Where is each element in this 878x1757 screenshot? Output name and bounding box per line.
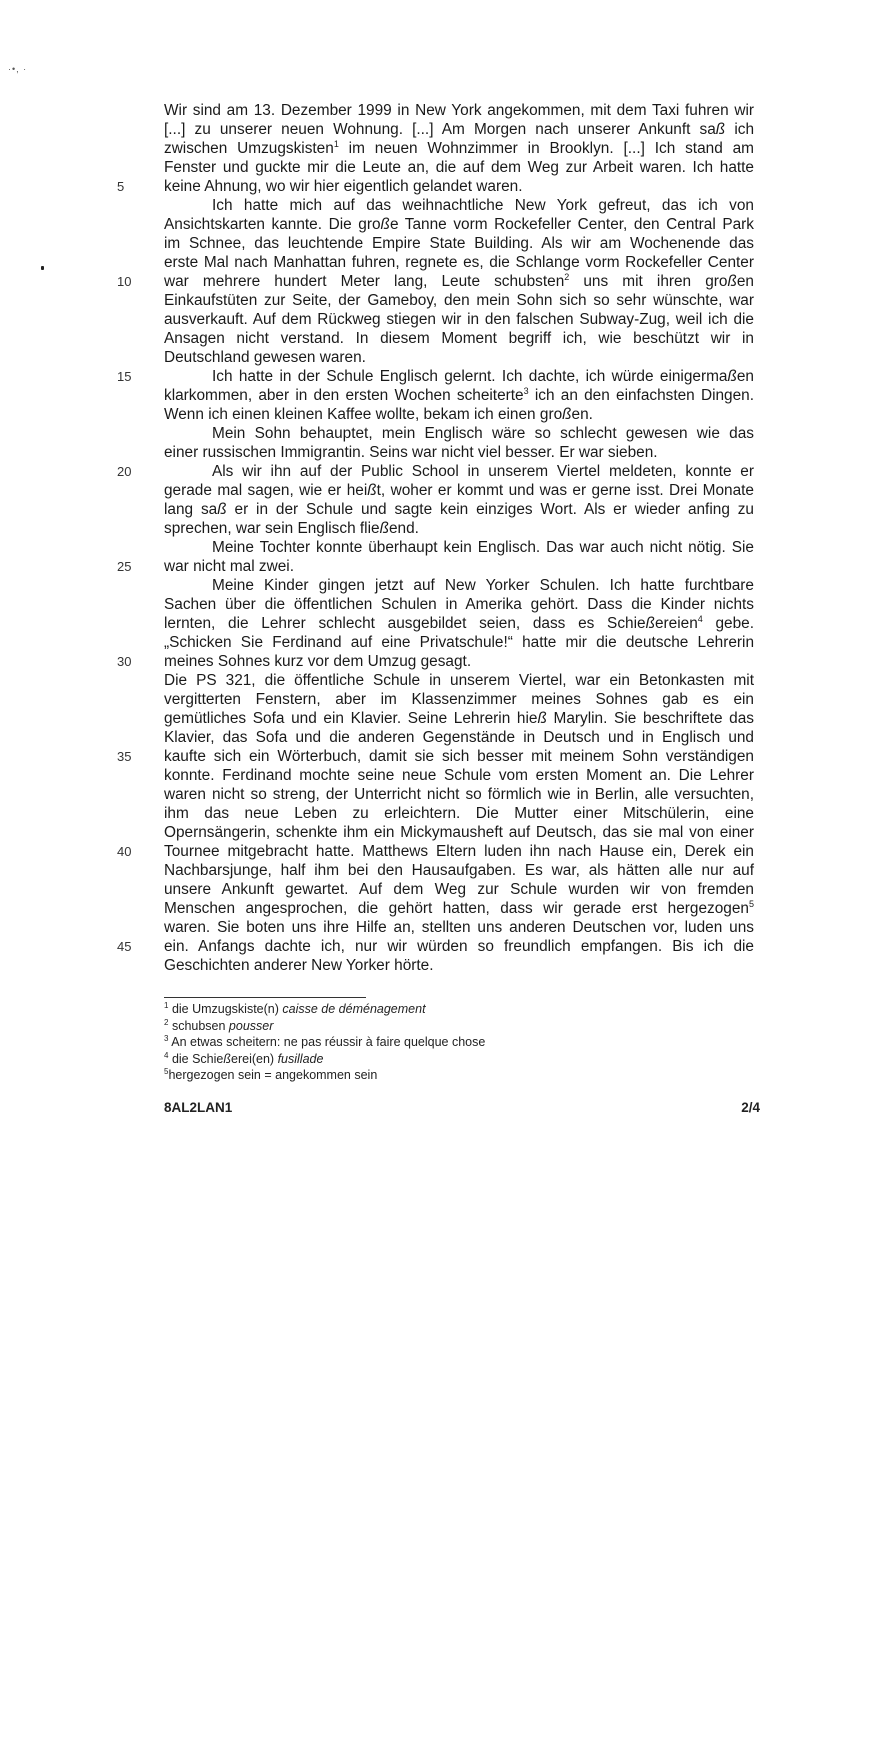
footnote: $^1$ die Umzugskiste(n) caisse de déménagement (164, 1001, 426, 1016)
line-number: 5 (117, 179, 125, 194)
text-line: Klavier, das Sofa und die anderen Gegenstände in Deutsch und in Englisch und (164, 729, 754, 746)
line-number: 15 (117, 369, 132, 384)
text-line: ausverkauft. Auf dem Rückweg stiegen wir in den falschen Subway-Zug, weil ich die (164, 311, 754, 328)
text-line: konnte. Ferdinand mochte seine neue Schule vom ersten Moment an. Die Lehrer (164, 767, 754, 784)
footnote-ref: 1 (333, 139, 339, 149)
text-line: Opernsängerin, schenkte ihm ein Mickymausheft auf Deutsch, das sie mal von einer (164, 824, 754, 841)
text-line: einer russischen Immigrantin. Seins war nicht viel besser. Er war sieben. (164, 444, 658, 461)
text-line: 15 Ich hatte in der Schule Englisch gelernt. Ich dachte, ich würde einigermaßen (117, 368, 754, 385)
text-line: Meine Tochter konnte überhaupt kein Englisch. Das war auch nicht nötig. Sie (212, 539, 754, 556)
text-line: 5 keine Ahnung, wo wir hier eigentlich gelandet waren. (117, 178, 523, 195)
text-line: Ansichtskarten kannte. Die große Tanne vorm Rockefeller Center, den Central Park (164, 216, 755, 233)
text-line: waren nicht so streng, der Unterricht nicht so förmlich wie in Berlin, alle versuchten, (164, 786, 754, 803)
article-text (117, 101, 755, 975)
line-number: 25 (117, 559, 132, 574)
text-line: lernten, die Lehrer schlecht ausgebildet seien, dass es Schießereien$^4$ gebe. (164, 614, 755, 632)
text-line: Geschichten anderer New Yorker hörte. (164, 957, 434, 974)
footnote: $^2$ schubsen pousser (164, 1017, 274, 1033)
text-line: [...] zu unserer neuen Wohnung. [...] Am Morgen nach unserer Ankunft saß ich (164, 121, 754, 138)
footnote-ref: 5 (748, 899, 754, 909)
line-number: 35 (117, 749, 132, 764)
footnote-ref: 4 (697, 614, 703, 624)
line-number: 45 (117, 939, 132, 954)
text-line: 30 meines Sohnes kurz vor dem Umzug gesagt. (117, 653, 472, 670)
text-line: unsere Ankunft gewartet. Auf dem Weg zur Schule wurden wir von fremden (164, 881, 754, 898)
text-line: 10 war mehrere hundert Meter lang, Leute schubsten$^2$ uns mit ihren großen (117, 272, 754, 290)
text-line: Sachen über die öffentlichen Schulen in Amerika gehört. Dass die Kinder nichts (164, 596, 754, 613)
text-line: Fenster und guckte mir die Leute an, die auf dem Weg zur Arbeit waren. Ich hatte (164, 159, 754, 176)
text-line: 20 Als wir ihn auf der Public School in unserem Viertel meldeten, konnte er (117, 463, 754, 480)
footnote: $^3$ An etwas scheitern: ne pas réussir à faire quelque chose (164, 1034, 486, 1049)
footnote: $^5$hergezogen sein = angekommen sein (164, 1067, 378, 1082)
document-code: 8AL2LAN1 (164, 1100, 233, 1115)
footnote: $^4$ die Schießerei(en) fusillade (164, 1050, 324, 1066)
text-line: 45 ein. Anfangs dachte ich, nur wir würden so freundlich empfangen. Bis ich die (117, 938, 754, 955)
text-line: 25 war nicht mal zwei. (117, 558, 295, 575)
text-line: Ansagen nicht verstand. In diesem Moment begriff ich, wie beschützt wir in (164, 330, 754, 347)
text-line: Deutschland gewesen waren. (164, 349, 366, 366)
text-line: vergitterten Fenstern, aber im Klassenzimmer meines Sohnes gab es ein (164, 691, 754, 708)
text-line: klarkommen, aber in den ersten Wochen scheiterte$^3$ ich an den einfachsten Dingen. (164, 386, 755, 404)
scan-speck: ·•, · (8, 64, 28, 74)
text-line: erste Mal nach Manhattan fuhren, regnete es, die Schlange vorm Rockefeller Center (164, 254, 754, 271)
page-number: 2/4 (741, 1100, 760, 1115)
line-number: 10 (117, 274, 132, 289)
text-line: Menschen angesprochen, die gehört hatten, dass wir gerade erst hergezogen$^5$ (164, 899, 754, 917)
text-line: Mein Sohn behauptet, mein Englisch wäre so schlecht gewesen wie das (212, 425, 754, 442)
text-line: Ich hatte mich auf das weihnachtliche New York gefreut, das ich von (212, 197, 754, 214)
text-line: 40 Tournee mitgebracht hatte. Matthews Eltern luden ihn nach Hause ein, Derek ein (117, 843, 754, 860)
footnote-ref: 3 (523, 386, 529, 396)
text-line: ihm das neue Leben zu erleichtern. Die Mutter einer Mitschülerin, eine (164, 805, 754, 822)
line-number: 20 (117, 464, 132, 479)
footnotes (164, 1001, 664, 1084)
text-line: im Schnee, das leuchtende Empire State Building. Als wir am Wochenende das (164, 235, 754, 252)
text-line: zwischen Umzugskisten$^1$ im neuen Wohnzimmer in Brooklyn. [...] Ich stand am (164, 139, 754, 157)
text-line: Die PS 321, die öffentliche Schule in unserem Viertel, war ein Betonkasten mit (164, 672, 754, 689)
text-line: gemütliches Sofa und ein Klavier. Seine Lehrerin hieß Marylin. Sie beschriftete das (164, 710, 754, 727)
text-line: 35 kaufte sich ein Wörterbuch, damit sie sich besser mit meinem Sohn verständigen (117, 748, 754, 765)
text-line: Meine Kinder gingen jetzt auf New Yorker Schulen. Ich hatte furchtbare (212, 577, 754, 594)
text-line: Nachbarsjunge, half ihm bei den Hausaufgaben. Es war, als hätten alle nur auf (164, 862, 754, 879)
text-line: „Schicken Sie Ferdinand auf eine Privatschule!“ hatte mir die deutsche Lehrerin (164, 634, 754, 651)
text-line: Wenn ich einen kleinen Kaffee wollte, bekam ich einen großen. (164, 406, 593, 423)
text-line: lang saß er in der Schule und sagte kein einziges Wort. Als er wieder anfing zu (164, 501, 754, 518)
line-number: 40 (117, 844, 132, 859)
text-line: waren. Sie boten uns ihre Hilfe an, stellten uns anderen Deutschen vor, luden uns (164, 919, 754, 936)
text-line: Wir sind am 13. Dezember 1999 in New York angekommen, mit dem Taxi fuhren wir (164, 102, 754, 119)
text-line: gerade mal sagen, wie er heißt, woher er kommt und was er gerne isst. Drei Monate (164, 482, 754, 499)
footnote-rule (164, 997, 366, 998)
text-line: Einkaufstüten zur Seite, der Gameboy, den mein Sohn sich so sehr wünschte, war (164, 292, 754, 309)
line-number: 30 (117, 654, 132, 669)
footnote-ref: 2 (564, 272, 570, 282)
margin-mark (41, 266, 44, 270)
text-line: sprechen, war sein Englisch fließend. (164, 520, 419, 537)
